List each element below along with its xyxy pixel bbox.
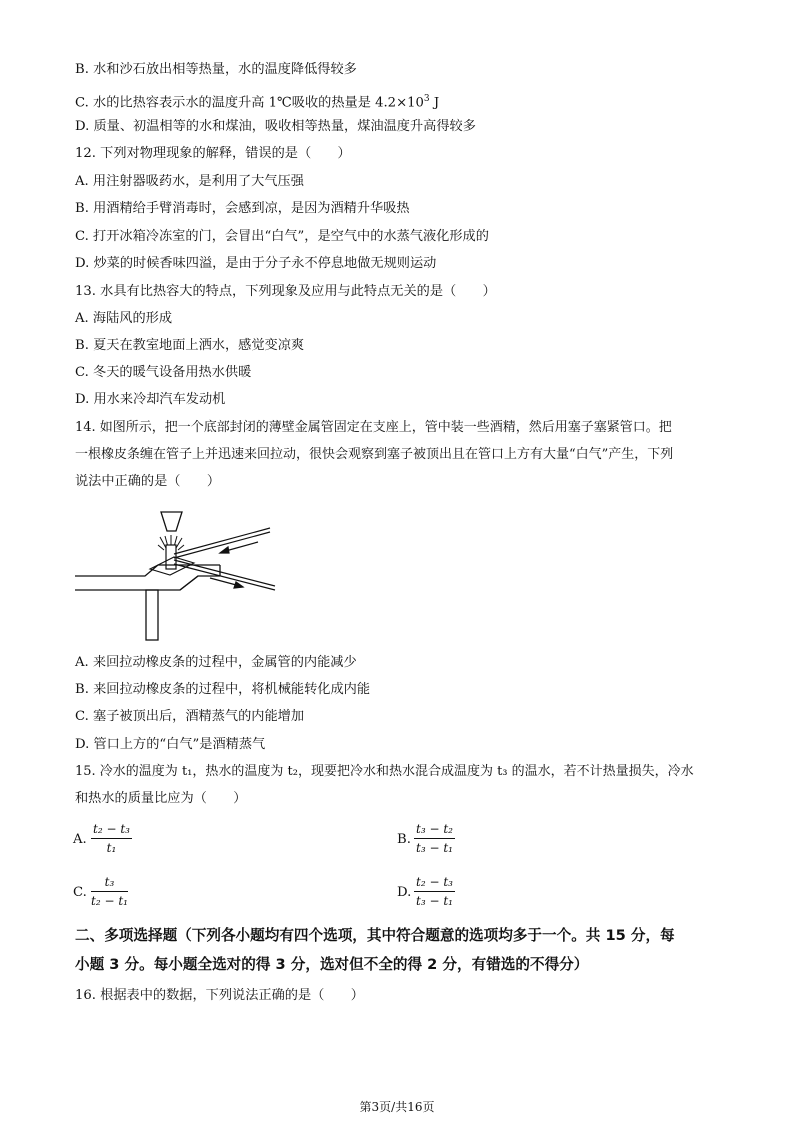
table-leg [146,590,158,640]
table-top-front [75,576,220,590]
q15-option-c-fraction [91,875,128,908]
q14-stem-line2: 一根橡皮条缠在管子上并迅速来回拉动，很快会观察到塞子被顶出且在管口上方有大量“白气”产生，下列 [75,447,674,462]
q15-option-c-numerator: t₃ [91,875,128,892]
q15-option-a-denominator: t₁ [106,841,117,855]
q15-option-c-label: C. [73,885,87,900]
stopper-shape [161,512,182,531]
q14-stem-line3: 说法中正确的是（ ） [75,474,221,489]
rubber-band [174,528,275,590]
q12-option-b: B. 用酒精给手臂消毒时，会感到凉，是因为酒精升华吸热 [75,201,410,216]
q15-option-a-numerator: t₂ − t₃ [91,822,132,839]
q15-option-d-fraction [414,875,455,908]
q13-option-c: C. 冬天的暖气设备用热水供暖 [75,365,252,380]
q13-option-a: A. 海陆风的形成 [75,311,173,326]
section-2-heading-line1: 二、多项选择题（下列各小题均有四个选项，其中符合题意的选项均多于一个。共 15 分，每 [75,927,675,944]
q15-option-a-fraction [91,822,132,855]
metal-tube-apparatus-figure [70,505,310,645]
q16-stem: 16. 根据表中的数据，下列说法正确的是（ ） [75,988,364,1003]
section-2-heading-line2: 小题 3 分。每小题全选对的得 3 分，选对但不全的得 2 分，有错选的不得分） [75,956,589,973]
q15-option-d-label: D. [397,885,412,900]
q13-option-b: B. 夏天在教室地面上洒水，感觉变凉爽 [75,338,305,353]
q15-option-b-fraction [414,822,455,855]
q12-stem: 12. 下列对物理现象的解释，错误的是（ ） [75,146,351,161]
q14-stem-line1: 14. 如图所示，把一个底部封闭的薄壁金属管固定在支座上，管中装一些酒精，然后用塞子塞紧管口。把 [75,420,672,435]
page-footer: 第3页/共16页 [359,1100,435,1114]
q11-option-b: B. 水和沙石放出相等热量，水的温度降低得较多 [75,62,357,77]
q14-option-d: D. 管口上方的“白气”是酒精蒸气 [75,737,266,752]
q12-option-c: C. 打开冰箱冷冻室的门，会冒出“白气”，是空气中的水蒸气液化形成的 [75,229,489,244]
q14-option-a: A. 来回拉动橡皮条的过程中，金属管的内能减少 [75,655,357,670]
q15-stem-line1: 15. 冷水的温度为 t₁，热水的温度为 t₂，现要把冷水和热水混合成温度为 t₃ 的温水，若不计热量损失，冷水 [75,764,694,779]
q15-option-b-label: B. [397,832,411,847]
q12-option-a: A. 用注射器吸药水，是利用了大气压强 [75,174,304,189]
q14-option-b: B. 来回拉动橡皮条的过程中，将机械能转化成内能 [75,682,371,697]
q15-option-b-denominator: t₃ − t₁ [416,841,453,855]
q11-option-c: C. 水的比热容表示水的温度升高 1℃吸收的热量是 $4.2\times 10^3$ J [75,94,440,111]
q14-option-c: C. 塞子被顶出后，酒精蒸气的内能增加 [75,709,305,724]
q13-stem: 13. 水具有比热容大的特点，下列现象及应用与此特点无关的是（ ） [75,284,496,299]
q15-stem-line2: 和热水的质量比应为（ ） [75,791,247,806]
q13-option-d: D. 用水来冷却汽车发动机 [75,392,226,407]
q15-option-b-numerator: t₃ − t₂ [414,822,455,839]
q15-option-a-label: A. [73,832,87,847]
q11-option-d: D. 质量、初温相等的水和煤油，吸收相等热量，煤油温度升高得较多 [75,119,476,134]
q15-option-c-denominator: t₂ − t₁ [91,894,128,908]
q15-option-d-numerator: t₂ − t₃ [414,875,455,892]
q12-option-d: D. 炒菜的时候香味四溢，是由于分子永不停息地做无规则运动 [75,256,437,271]
q15-option-d-denominator: t₃ − t₁ [416,894,453,908]
